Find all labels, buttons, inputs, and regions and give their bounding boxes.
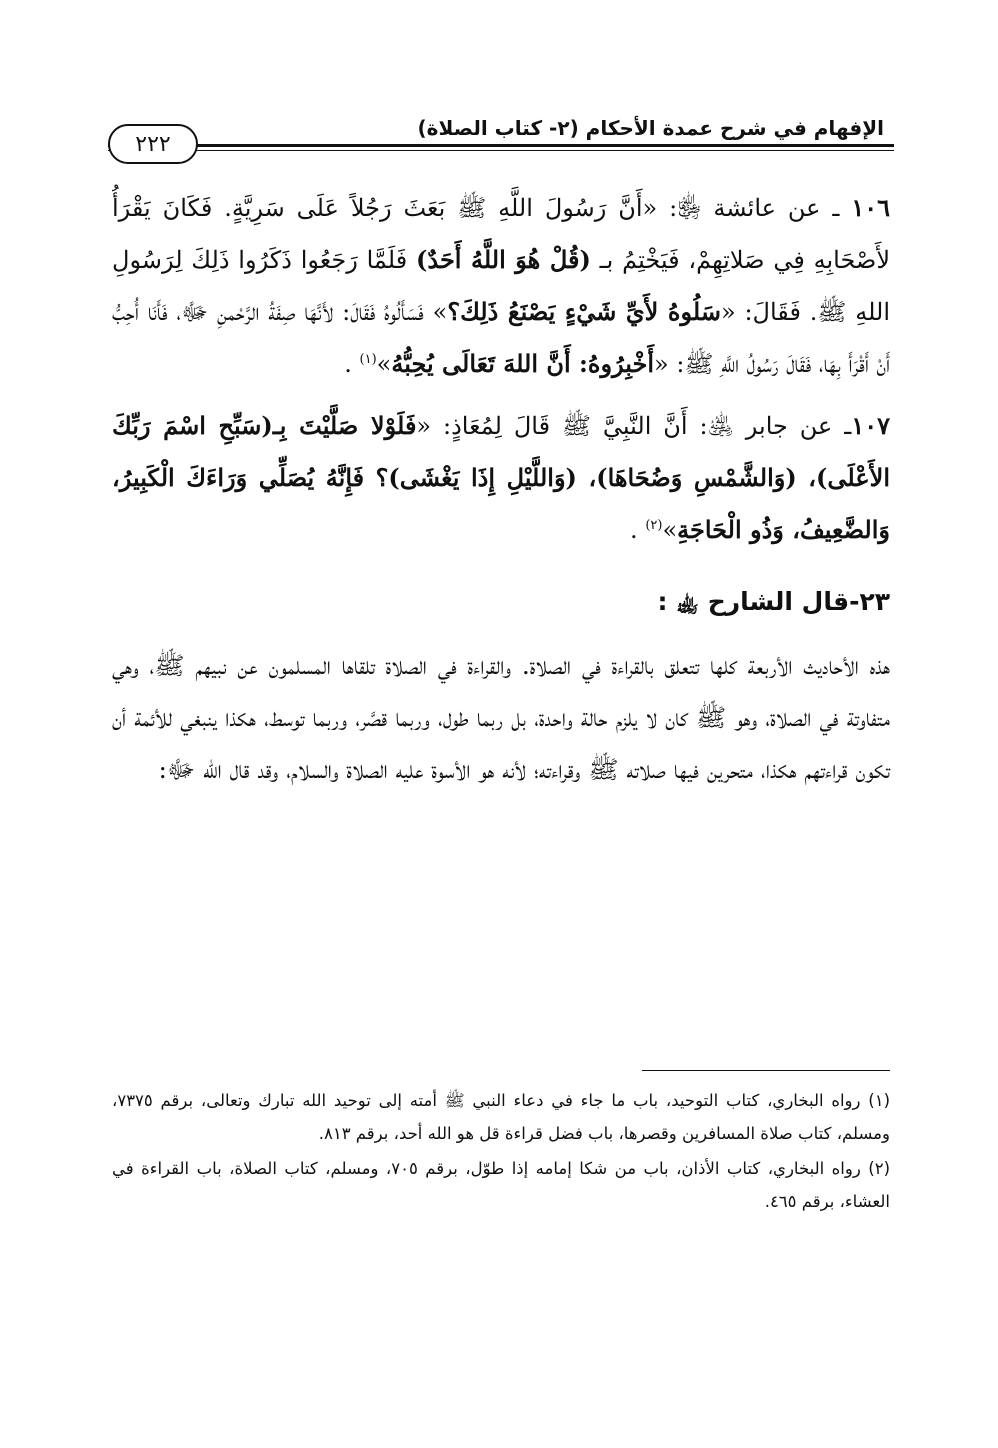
- hadith-text: »: [662, 516, 678, 544]
- footnotes: [112, 1084, 890, 1218]
- prophet-quote: أَخْبِرُوهُ: أَنَّ اللهَ تَعَالَى يُحِبُّهُ: [391, 349, 655, 378]
- hadith-text: » فَسَأَلُوهُ فَقَالَ: لأَنَّهَا صِفَةُ الرَّحْمنِ ﷻ، فَأَنَا أُحِبُّ أَنْ أَقْرَأَ بِهَا، فَقَالَ رَسُولُ اللَّهِ ﷺ: «: [112, 298, 890, 378]
- prophet-quote: سَلُوهُ لأَيِّ شَيْءٍ يَصْنَعُ ذَلِكَ؟: [447, 297, 721, 326]
- page-header: [108, 104, 894, 164]
- hadith-text: فَلَمَّا رَجَعُوا ذَكَرُوا ذَلِكَ لِرَسُولِ اللهِ ﷺ. فَقَالَ: «: [112, 246, 891, 326]
- footnote-ref[interactable]: (١): [359, 352, 377, 367]
- footnote-2: (٢) رواه البخاري، كتاب الأذان، باب من شكا إمامه إذا طوّل، برقم ٧٠٥، ومسلم، كتاب الصلاة، باب القراءة في العشاء، برقم ٤٦٥.: [112, 1159, 891, 1211]
- hadith-text: ـ عن جابر ﵁: أَنَّ النَّبِيَّ ﷺ قَالَ لِمُعَاذٍ: «: [416, 412, 852, 440]
- hadith-text: .: [630, 516, 646, 544]
- hadith-number: ١٠٧: [851, 411, 890, 440]
- prophet-quote: فَلَوْلا صَلَّيْتَ بِـ(سَبِّحِ اسْمَ رَبِّكَ الأَعْلَى)، (وَالشَّمْسِ وَضُحَاهَا)، (وَاللَّيْلِ إِذَا يَغْشَى)؟ فَإِنَّهُ يُصَلِّي وَرَاءَكَ الْكَبِيرُ، وَالضَّعِيفُ، وَذُو الْحَاجَةِ: [112, 411, 890, 544]
- hadith-text: ـ عن عائشة ﵂: «أَنَّ رَسُولَ اللَّهِ ﷺ بَعَثَ رَجُلاً عَلَى سَرِيَّةٍ. فَكَانَ يَقْرَأُ لأَصْحَابِهِ فِي صَلاتِهِمْ، فَيَخْتِمُ بـ: [112, 194, 891, 274]
- footnote-1: (١) رواه البخاري، كتاب التوحيد، باب ما جاء في دعاء النبي ﷺ أمته إلى توحيد الله تبارك وتعالى، برقم ٧٣٧٥، ومسلم، كتاب صلاة المسافرين وقصرها، باب فضل قراءة قل هو الله أحد، برقم ٨١٣.: [112, 1091, 890, 1143]
- quran-quote: (قُلْ هُوَ اللَّهُ أَحَدٌ): [415, 245, 591, 274]
- commentary-paragraph: هذه الأحاديث الأربعة كلها تتعلق بالقراءة في الصلاة. والقراءة في الصلاة تلقاها المسلمون عن نبيهم ﷺ، وهي متفاوتة في الصلاة، وهو ﷺ كان لا يلزم حالة واحدة، بل ربما طول، وربما قصَّر، وربما توسط، هكذا ينبغي للأئمة أن تكون قراءتهم هكذا، متحرين فيها صلاته ﷺ وقراءته؛ لأنه هو الأسوة عليه الصلاة والسلام، وقد قال الله ﷻ:: [112, 651, 890, 784]
- page-number: ٢٢٢: [108, 124, 198, 164]
- hadith-number: ١٠٦: [851, 193, 891, 222]
- footnote-separator: [642, 1070, 890, 1071]
- hadith-106: [112, 182, 890, 390]
- header-rule-thick: [108, 144, 894, 147]
- header-rule-thin: [108, 150, 894, 151]
- section-heading: ٢٣-قال الشارح ﵀ :: [657, 587, 890, 616]
- hadith-text: .: [344, 350, 360, 378]
- running-title: الإفهام في شرح عمدة الأحكام (٢- كتاب الصلاة): [417, 116, 884, 140]
- page-body: [112, 182, 890, 796]
- hadith-text: »: [376, 350, 392, 378]
- hadith-107: [112, 400, 890, 556]
- footnote-ref[interactable]: (٢): [645, 518, 663, 533]
